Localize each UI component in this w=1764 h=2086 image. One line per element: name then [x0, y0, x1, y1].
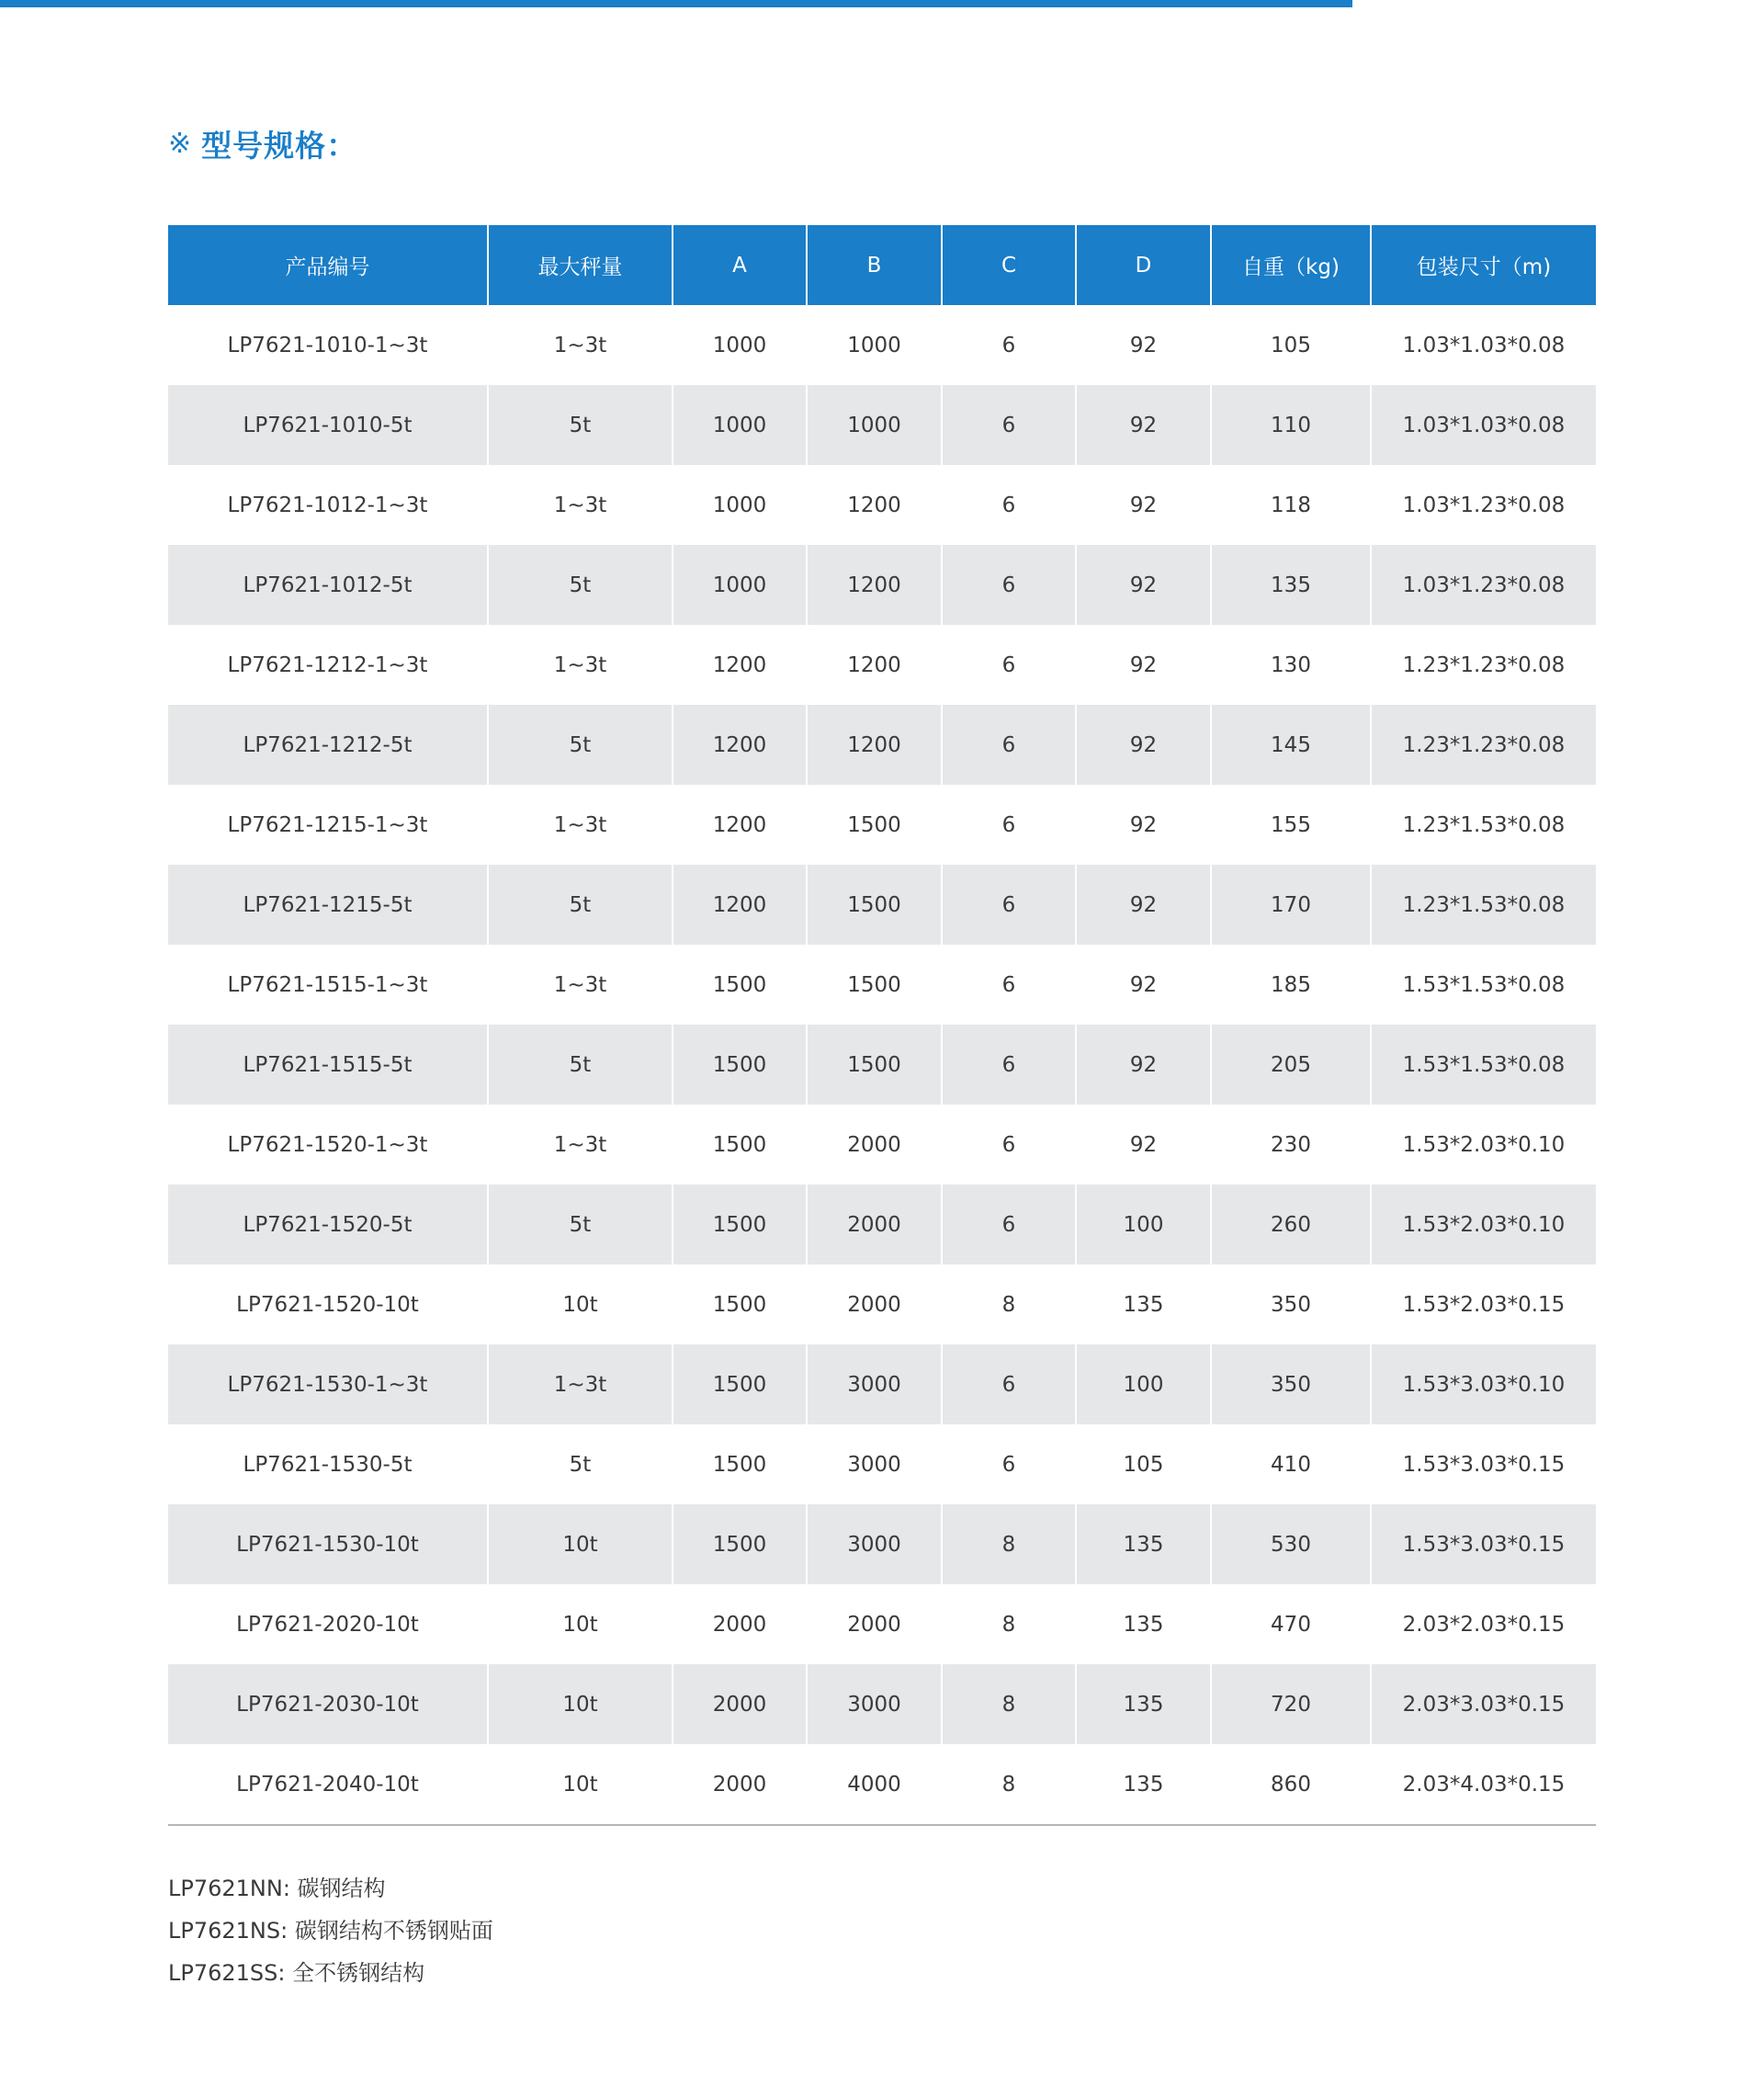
- cell-b: 1500: [807, 785, 942, 865]
- cell-package: 1.03*1.03*0.08: [1371, 385, 1596, 465]
- cell-capacity: 5t: [488, 1025, 673, 1105]
- cell-package: 1.53*2.03*0.15: [1371, 1264, 1596, 1344]
- col-header-c: C: [942, 225, 1076, 305]
- cell-package: 1.03*1.23*0.08: [1371, 465, 1596, 545]
- table-row: [168, 1584, 1596, 1664]
- cell-a: 1500: [673, 1264, 807, 1344]
- table-row: [168, 1744, 1596, 1825]
- cell-c: 6: [942, 705, 1076, 785]
- cell-d: 92: [1076, 1105, 1211, 1185]
- cell-capacity: 1~3t: [488, 785, 673, 865]
- note-carbon-steel-stainless-face: LP7621NS: 碳钢结构不锈钢贴面: [168, 1918, 493, 1944]
- cell-weight: 170: [1211, 865, 1371, 945]
- cell-weight: 145: [1211, 705, 1371, 785]
- cell-d: 105: [1076, 1424, 1211, 1504]
- cell-weight: 205: [1211, 1025, 1371, 1105]
- cell-capacity: 10t: [488, 1744, 673, 1825]
- cell-b: 3000: [807, 1664, 942, 1744]
- cell-d: 92: [1076, 625, 1211, 705]
- cell-capacity: 5t: [488, 705, 673, 785]
- cell-c: 6: [942, 945, 1076, 1025]
- cell-weight: 118: [1211, 465, 1371, 545]
- col-header-package: 包装尺寸（m): [1371, 225, 1596, 305]
- cell-a: 2000: [673, 1744, 807, 1825]
- cell-model: LP7621-1515-5t: [168, 1025, 488, 1105]
- cell-d: 92: [1076, 785, 1211, 865]
- table-row: [168, 1504, 1596, 1584]
- cell-c: 6: [942, 465, 1076, 545]
- table-row: [168, 545, 1596, 625]
- cell-a: 1000: [673, 545, 807, 625]
- cell-a: 2000: [673, 1584, 807, 1664]
- cell-c: 6: [942, 1344, 1076, 1424]
- cell-capacity: 5t: [488, 545, 673, 625]
- cell-model: LP7621-1215-5t: [168, 865, 488, 945]
- cell-a: 1500: [673, 1424, 807, 1504]
- cell-c: 6: [942, 1185, 1076, 1264]
- cell-d: 100: [1076, 1185, 1211, 1264]
- cell-package: 1.03*1.23*0.08: [1371, 545, 1596, 625]
- cell-b: 2000: [807, 1185, 942, 1264]
- cell-model: LP7621-1530-1~3t: [168, 1344, 488, 1424]
- cell-weight: 130: [1211, 625, 1371, 705]
- cell-d: 135: [1076, 1264, 1211, 1344]
- cell-capacity: 5t: [488, 1424, 673, 1504]
- cell-d: 92: [1076, 465, 1211, 545]
- cell-a: 1500: [673, 1344, 807, 1424]
- cell-b: 1200: [807, 465, 942, 545]
- cell-package: 1.03*1.03*0.08: [1371, 305, 1596, 385]
- table-row: [168, 785, 1596, 865]
- cell-a: 1500: [673, 1105, 807, 1185]
- table-row: [168, 1185, 1596, 1264]
- col-header-model: 产品编号: [168, 225, 488, 305]
- cell-package: 1.23*1.23*0.08: [1371, 705, 1596, 785]
- table-row: [168, 1664, 1596, 1744]
- cell-b: 4000: [807, 1744, 942, 1825]
- table-row: [168, 1424, 1596, 1504]
- cell-c: 6: [942, 1025, 1076, 1105]
- cell-model: LP7621-2030-10t: [168, 1664, 488, 1744]
- table-row: [168, 1264, 1596, 1344]
- cell-a: 1500: [673, 1025, 807, 1105]
- cell-c: 6: [942, 385, 1076, 465]
- cell-c: 6: [942, 865, 1076, 945]
- cell-package: 1.23*1.53*0.08: [1371, 865, 1596, 945]
- table-body: [168, 305, 1596, 1825]
- cell-b: 1200: [807, 545, 942, 625]
- cell-weight: 105: [1211, 305, 1371, 385]
- cell-b: 1000: [807, 305, 942, 385]
- cell-model: LP7621-1515-1~3t: [168, 945, 488, 1025]
- cell-c: 8: [942, 1264, 1076, 1344]
- cell-weight: 155: [1211, 785, 1371, 865]
- cell-d: 135: [1076, 1744, 1211, 1825]
- note-full-stainless: LP7621SS: 全不锈钢结构: [168, 1960, 425, 1986]
- table-header-row: [168, 225, 1596, 305]
- reference-mark-icon: ※: [168, 127, 193, 160]
- col-header-capacity: 最大秤量: [488, 225, 673, 305]
- cell-c: 6: [942, 1424, 1076, 1504]
- cell-c: 6: [942, 305, 1076, 385]
- cell-d: 100: [1076, 1344, 1211, 1424]
- cell-package: 1.53*2.03*0.10: [1371, 1105, 1596, 1185]
- cell-d: 92: [1076, 865, 1211, 945]
- cell-d: 135: [1076, 1584, 1211, 1664]
- cell-weight: 470: [1211, 1584, 1371, 1664]
- cell-package: 1.53*3.03*0.15: [1371, 1504, 1596, 1584]
- material-notes: [168, 1867, 493, 1994]
- cell-model: LP7621-1212-5t: [168, 705, 488, 785]
- cell-model: LP7621-1520-10t: [168, 1264, 488, 1344]
- table-row: [168, 1344, 1596, 1424]
- cell-a: 1500: [673, 945, 807, 1025]
- cell-model: LP7621-1530-10t: [168, 1504, 488, 1584]
- cell-a: 1200: [673, 625, 807, 705]
- cell-weight: 410: [1211, 1424, 1371, 1504]
- cell-package: 1.23*1.53*0.08: [1371, 785, 1596, 865]
- cell-d: 135: [1076, 1664, 1211, 1744]
- cell-capacity: 1~3t: [488, 305, 673, 385]
- cell-c: 8: [942, 1664, 1076, 1744]
- cell-model: LP7621-1010-5t: [168, 385, 488, 465]
- cell-c: 6: [942, 625, 1076, 705]
- cell-model: LP7621-1010-1~3t: [168, 305, 488, 385]
- cell-package: 1.53*2.03*0.10: [1371, 1185, 1596, 1264]
- cell-c: 6: [942, 785, 1076, 865]
- table-row: [168, 1105, 1596, 1185]
- table-row: [168, 625, 1596, 705]
- cell-model: LP7621-1520-5t: [168, 1185, 488, 1264]
- cell-capacity: 1~3t: [488, 1105, 673, 1185]
- cell-package: 2.03*3.03*0.15: [1371, 1664, 1596, 1744]
- table-row: [168, 865, 1596, 945]
- cell-a: 1500: [673, 1504, 807, 1584]
- cell-d: 92: [1076, 705, 1211, 785]
- table-row: [168, 305, 1596, 385]
- cell-c: 8: [942, 1504, 1076, 1584]
- cell-weight: 135: [1211, 545, 1371, 625]
- cell-b: 2000: [807, 1105, 942, 1185]
- cell-a: 1500: [673, 1185, 807, 1264]
- cell-package: 1.53*1.53*0.08: [1371, 945, 1596, 1025]
- cell-d: 92: [1076, 385, 1211, 465]
- cell-a: 1000: [673, 385, 807, 465]
- cell-package: 2.03*2.03*0.15: [1371, 1584, 1596, 1664]
- table-row: [168, 1025, 1596, 1105]
- cell-c: 6: [942, 1105, 1076, 1185]
- table-row: [168, 465, 1596, 545]
- cell-weight: 110: [1211, 385, 1371, 465]
- cell-b: 1000: [807, 385, 942, 465]
- cell-capacity: 10t: [488, 1264, 673, 1344]
- cell-capacity: 1~3t: [488, 1344, 673, 1424]
- top-accent-bar: [0, 0, 1352, 7]
- cell-d: 92: [1076, 945, 1211, 1025]
- col-header-weight: 自重（kg): [1211, 225, 1371, 305]
- cell-a: 2000: [673, 1664, 807, 1744]
- cell-b: 3000: [807, 1504, 942, 1584]
- cell-model: LP7621-1012-5t: [168, 545, 488, 625]
- cell-capacity: 10t: [488, 1584, 673, 1664]
- cell-capacity: 10t: [488, 1504, 673, 1584]
- cell-model: LP7621-1530-5t: [168, 1424, 488, 1504]
- cell-a: 1200: [673, 785, 807, 865]
- cell-weight: 720: [1211, 1664, 1371, 1744]
- cell-d: 92: [1076, 545, 1211, 625]
- cell-package: 1.53*1.53*0.08: [1371, 1025, 1596, 1105]
- cell-model: LP7621-1520-1~3t: [168, 1105, 488, 1185]
- cell-capacity: 10t: [488, 1664, 673, 1744]
- cell-model: LP7621-1012-1~3t: [168, 465, 488, 545]
- cell-b: 3000: [807, 1344, 942, 1424]
- cell-a: 1000: [673, 305, 807, 385]
- cell-weight: 230: [1211, 1105, 1371, 1185]
- cell-weight: 350: [1211, 1264, 1371, 1344]
- cell-capacity: 1~3t: [488, 945, 673, 1025]
- cell-model: LP7621-1215-1~3t: [168, 785, 488, 865]
- cell-a: 1200: [673, 705, 807, 785]
- cell-c: 8: [942, 1584, 1076, 1664]
- cell-package: 2.03*4.03*0.15: [1371, 1744, 1596, 1825]
- cell-weight: 185: [1211, 945, 1371, 1025]
- cell-b: 1500: [807, 865, 942, 945]
- cell-weight: 530: [1211, 1504, 1371, 1584]
- section-heading: [168, 119, 357, 167]
- cell-d: 92: [1076, 305, 1211, 385]
- cell-weight: 350: [1211, 1344, 1371, 1424]
- cell-d: 135: [1076, 1504, 1211, 1584]
- cell-package: 1.53*3.03*0.10: [1371, 1344, 1596, 1424]
- cell-a: 1200: [673, 865, 807, 945]
- section-title: 型号规格：: [201, 127, 358, 164]
- cell-capacity: 5t: [488, 1185, 673, 1264]
- cell-capacity: 5t: [488, 865, 673, 945]
- cell-package: 1.53*3.03*0.15: [1371, 1424, 1596, 1504]
- cell-model: LP7621-2040-10t: [168, 1744, 488, 1825]
- spec-table: [168, 225, 1596, 1826]
- cell-capacity: 1~3t: [488, 465, 673, 545]
- cell-model: LP7621-1212-1~3t: [168, 625, 488, 705]
- table-row: [168, 705, 1596, 785]
- cell-weight: 860: [1211, 1744, 1371, 1825]
- cell-d: 92: [1076, 1025, 1211, 1105]
- cell-package: 1.23*1.23*0.08: [1371, 625, 1596, 705]
- col-header-b: B: [807, 225, 942, 305]
- cell-capacity: 5t: [488, 385, 673, 465]
- cell-c: 8: [942, 1744, 1076, 1825]
- cell-b: 1500: [807, 945, 942, 1025]
- note-carbon-steel: LP7621NN: 碳钢结构: [168, 1876, 386, 1901]
- cell-a: 1000: [673, 465, 807, 545]
- cell-b: 1200: [807, 705, 942, 785]
- cell-b: 1200: [807, 625, 942, 705]
- cell-c: 6: [942, 545, 1076, 625]
- cell-b: 1500: [807, 1025, 942, 1105]
- table-row: [168, 945, 1596, 1025]
- cell-weight: 260: [1211, 1185, 1371, 1264]
- cell-b: 3000: [807, 1424, 942, 1504]
- cell-capacity: 1~3t: [488, 625, 673, 705]
- cell-b: 2000: [807, 1584, 942, 1664]
- table-row: [168, 385, 1596, 465]
- cell-b: 2000: [807, 1264, 942, 1344]
- col-header-a: A: [673, 225, 807, 305]
- cell-model: LP7621-2020-10t: [168, 1584, 488, 1664]
- col-header-d: D: [1076, 225, 1211, 305]
